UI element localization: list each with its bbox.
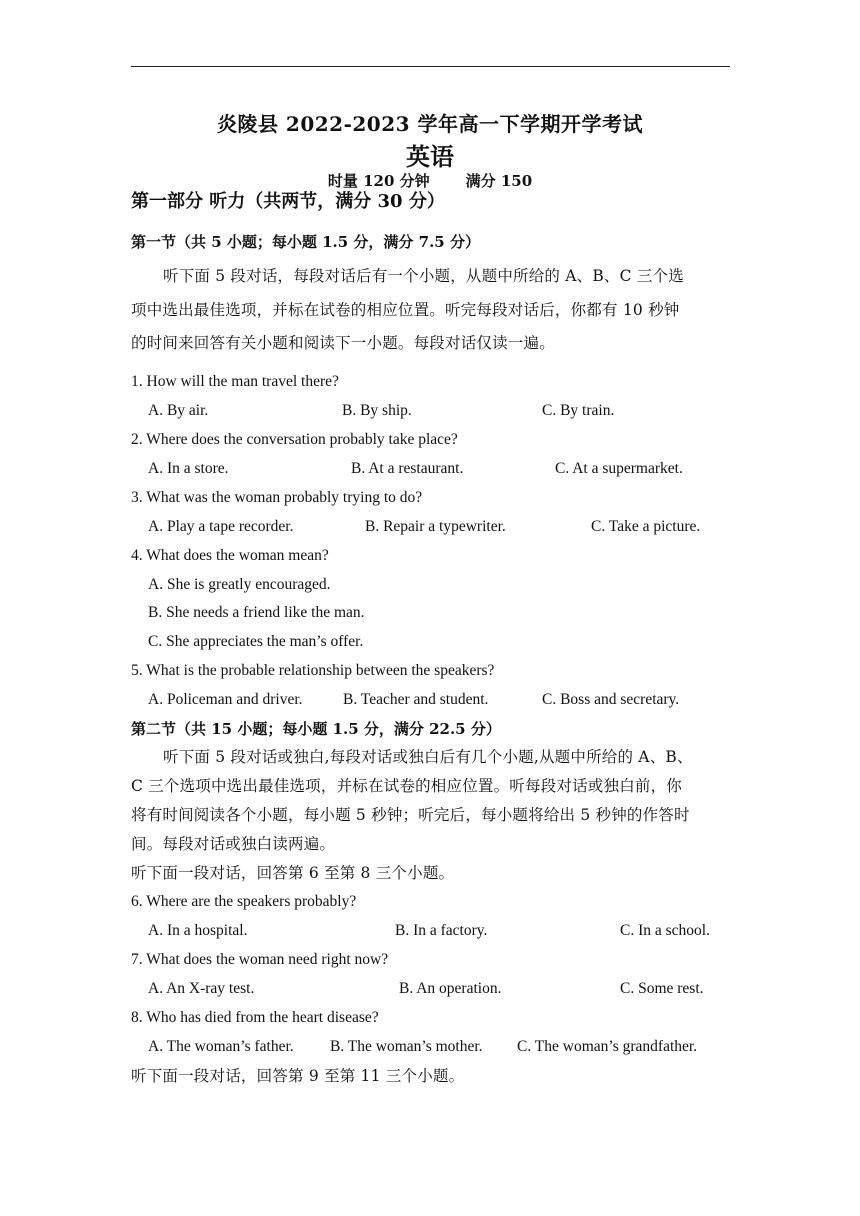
section2-instruction-line: C 三个选项中选出最佳选项，并标在试卷的相应位置。听每段对话或独白前，你 bbox=[131, 777, 682, 795]
section1-instruction-line: 的时间来回答有关小题和阅读下一小题。每段对话仅读一遍。 bbox=[131, 334, 555, 352]
exam-title: 炎陵县 2022-2023 学年高一下学期开学考试 bbox=[216, 112, 644, 136]
question-2: 2. Where does the conversation probably take place? bbox=[131, 431, 458, 448]
section1-instruction-line: 听下面 5 段对话，每段对话后有一个小题，从题中所给的 A、B、C 三个选 bbox=[163, 267, 684, 285]
question-3-option-a: A. Play a tape recorder. bbox=[148, 518, 294, 535]
question-3-option-b: B. Repair a typewriter. bbox=[365, 518, 506, 535]
question-6: 6. Where are the speakers probably? bbox=[131, 893, 357, 910]
header-rule bbox=[131, 66, 730, 67]
question-1-option-a: A. By air. bbox=[148, 402, 209, 419]
exam-meta bbox=[0, 170, 860, 191]
question-2-option-a: A. In a store. bbox=[148, 460, 229, 477]
question-4: 4. What does the woman mean? bbox=[131, 547, 329, 564]
question-8-option-b: B. The woman’s mother. bbox=[330, 1038, 483, 1055]
section2-instruction-line: 将有时间阅读各个小题，每小题 5 秒钟；听完后，每小题将给出 5 秒钟的作答时 bbox=[131, 806, 690, 824]
question-2-option-b: B. At a restaurant. bbox=[351, 460, 464, 477]
question-5: 5. What is the probable relationship between the speakers? bbox=[131, 662, 495, 679]
question-7: 7. What does the woman need right now? bbox=[131, 951, 389, 968]
section2-instruction-line: 间。每段对话或独白读两遍。 bbox=[131, 835, 336, 853]
question-2-option-c: C. At a supermarket. bbox=[555, 460, 683, 477]
exam-subject: 英语 bbox=[406, 142, 454, 171]
exam-time: 时量 120 分钟 bbox=[327, 172, 430, 190]
question-7-option-c: C. Some rest. bbox=[620, 980, 704, 997]
question-8-option-c: C. The woman’s grandfather. bbox=[517, 1038, 698, 1055]
part-heading: 第一部分 听力（共两节，满分 30 分） bbox=[131, 191, 445, 212]
question-1-option-b: B. By ship. bbox=[342, 402, 412, 419]
section1-heading: 第一节（共 5 小题；每小题 1.5 分，满分 7.5 分） bbox=[131, 233, 480, 251]
question-8: 8. Who has died from the heart disease? bbox=[131, 1009, 379, 1026]
question-7-option-a: A. An X-ray test. bbox=[148, 980, 255, 997]
question-3-option-c: C. Take a picture. bbox=[591, 518, 701, 535]
question-5-option-a: A. Policeman and driver. bbox=[148, 691, 303, 708]
dialog-intro: 听下面一段对话，回答第 9 至第 11 三个小题。 bbox=[131, 1067, 465, 1085]
question-4-option-c: C. She appreciates the man’s offer. bbox=[148, 633, 364, 650]
exam-score: 满分 150 bbox=[465, 172, 533, 190]
section2-heading: 第二节（共 15 小题；每小题 1.5 分，满分 22.5 分） bbox=[131, 720, 501, 738]
question-3: 3. What was the woman probably trying to do? bbox=[131, 489, 423, 506]
question-6-option-b: B. In a factory. bbox=[395, 922, 488, 939]
question-6-option-a: A. In a hospital. bbox=[148, 922, 248, 939]
question-6-option-c: C. In a school. bbox=[620, 922, 710, 939]
question-8-option-a: A. The woman’s father. bbox=[148, 1038, 294, 1055]
question-4-option-b: B. She needs a friend like the man. bbox=[148, 604, 365, 621]
question-1-option-c: C. By train. bbox=[542, 402, 615, 419]
section2-instruction-line: 听下面 5 段对话或独白,每段对话或独白后有几个小题,从题中所给的 A、B、 bbox=[163, 748, 693, 766]
question-7-option-b: B. An operation. bbox=[399, 980, 502, 997]
section1-instruction-line: 项中选出最佳选项，并标在试卷的相应位置。听完每段对话后，你都有 10 秒钟 bbox=[131, 301, 680, 319]
question-4-option-a: A. She is greatly encouraged. bbox=[148, 576, 331, 593]
question-5-option-c: C. Boss and secretary. bbox=[542, 691, 680, 708]
question-1: 1. How will the man travel there? bbox=[131, 373, 339, 390]
question-5-option-b: B. Teacher and student. bbox=[343, 691, 489, 708]
dialog-intro: 听下面一段对话，回答第 6 至第 8 三个小题。 bbox=[131, 864, 455, 882]
